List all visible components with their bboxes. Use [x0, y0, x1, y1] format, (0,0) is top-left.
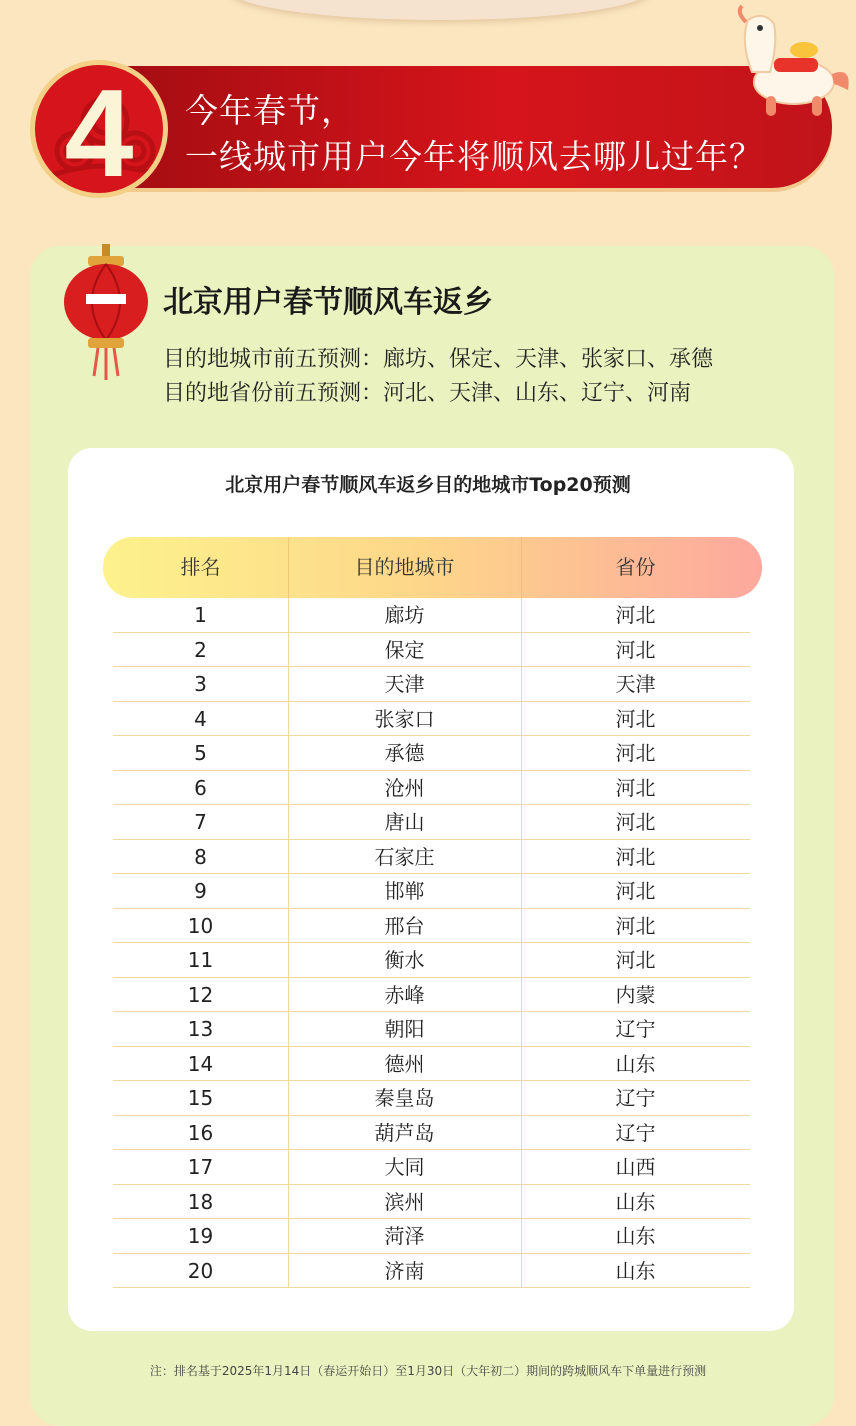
province-cell: 河北 — [615, 637, 656, 662]
rank-cell: 1 — [194, 603, 207, 627]
rank-cell: 16 — [187, 1120, 214, 1145]
city-cell: 葫芦岛 — [374, 1120, 435, 1145]
rank-cell: 7 — [194, 810, 207, 834]
table-row — [113, 874, 750, 909]
table-row — [113, 978, 750, 1013]
province-cell: 内蒙 — [615, 982, 656, 1007]
province-cell: 河北 — [615, 844, 656, 869]
province-cell: 河北 — [615, 741, 656, 765]
top-decor-arc — [230, 0, 650, 20]
table-row — [113, 1081, 750, 1116]
rank-cell: 12 — [187, 982, 214, 1007]
rank-cell: 18 — [187, 1189, 214, 1214]
rank-cell: 5 — [194, 741, 207, 765]
city-cell: 石家庄 — [374, 844, 435, 869]
header-city: 目的地城市 — [354, 555, 455, 579]
rank-cell: 3 — [194, 672, 207, 696]
table-row — [113, 736, 750, 771]
horse-mascot-icon — [712, 2, 856, 126]
province-cell: 山东 — [615, 1258, 656, 1283]
rank-cell: 10 — [187, 913, 214, 938]
table-row — [113, 909, 750, 944]
province-cell: 河北 — [615, 603, 656, 627]
header-rank: 排名 — [180, 555, 221, 579]
table-row — [113, 1150, 750, 1185]
section-title: 北京用户春节顺风车返乡 — [163, 285, 493, 320]
city-cell: 菏泽 — [384, 1224, 425, 1248]
table-row — [113, 1116, 750, 1151]
rank-cell: 15 — [187, 1086, 214, 1110]
city-cell: 赤峰 — [384, 982, 425, 1007]
footnote: 注：排名基于2025年1月14日（春运开始日）至1月30日（大年初二）期间的跨城顺风车下单量进行预测 — [149, 1364, 707, 1378]
city-cell: 天津 — [384, 672, 425, 696]
province-cell: 天津 — [615, 672, 656, 696]
province-top5-text: 目的地省份前五预测：河北、天津、山东、辽宁、河南 — [163, 381, 692, 406]
province-cell: 山东 — [615, 1189, 656, 1214]
city-cell: 大同 — [384, 1155, 425, 1179]
table-row — [113, 702, 750, 737]
rank-cell: 20 — [187, 1258, 214, 1283]
city-cell: 承德 — [384, 741, 425, 765]
table-header — [103, 537, 762, 598]
rank-cell: 14 — [187, 1051, 214, 1076]
city-cell: 廊坊 — [384, 603, 425, 627]
province-cell: 河北 — [615, 775, 656, 800]
province-cell: 河北 — [615, 879, 656, 903]
rank-cell: 13 — [187, 1017, 214, 1041]
city-cell: 张家口 — [374, 706, 435, 731]
banner-title — [185, 88, 763, 180]
summary — [163, 343, 713, 411]
province-cell: 辽宁 — [615, 1017, 656, 1041]
city-cell: 邯郸 — [384, 879, 425, 903]
city-cell: 邢台 — [384, 913, 425, 938]
section-number: 4 — [64, 65, 134, 198]
province-cell: 河北 — [615, 810, 656, 834]
table-row — [113, 1012, 750, 1047]
city-top5-text: 目的地城市前五预测：廊坊、保定、天津、张家口、承德 — [163, 347, 714, 372]
city-cell: 沧州 — [384, 775, 425, 800]
rank-cell: 8 — [194, 844, 207, 869]
rank-cell: 9 — [194, 879, 207, 903]
table-row — [113, 840, 750, 875]
city-cell: 衡水 — [384, 948, 425, 972]
rank-cell: 19 — [187, 1224, 214, 1248]
province-cell: 河北 — [615, 913, 656, 938]
rank-cell: 6 — [194, 775, 207, 800]
province-cell: 山东 — [615, 1224, 656, 1248]
rank-cell: 4 — [194, 706, 207, 731]
table-row — [113, 1219, 750, 1254]
city-cell: 秦皇岛 — [374, 1086, 435, 1110]
province-cell: 山西 — [615, 1155, 656, 1179]
table-title: 北京用户春节顺风车返乡目的地城市Top20预测 — [225, 474, 631, 496]
city-cell: 唐山 — [384, 810, 425, 834]
province-cell: 辽宁 — [615, 1086, 656, 1110]
province-cell: 河北 — [615, 948, 656, 972]
province-cell: 山东 — [615, 1051, 656, 1076]
table-body — [113, 598, 750, 1288]
table-row — [113, 943, 750, 978]
city-cell: 滨州 — [384, 1189, 425, 1214]
province-cell: 辽宁 — [615, 1120, 656, 1145]
city-cell: 德州 — [384, 1051, 425, 1076]
table-row — [113, 805, 750, 840]
rank-cell: 11 — [187, 948, 214, 972]
rank-cell: 2 — [194, 637, 207, 662]
city-cell: 济南 — [384, 1258, 425, 1283]
table-row — [113, 1254, 750, 1289]
table-row — [113, 598, 750, 633]
table-row — [113, 633, 750, 668]
banner-title-line2: 一线城市用户今年将顺风去哪儿过年？ — [185, 137, 763, 176]
province-cell: 河北 — [615, 706, 656, 731]
header-province: 省份 — [615, 555, 656, 579]
table-row — [113, 1185, 750, 1220]
banner-title-line1: 今年春节， — [185, 91, 355, 130]
city-cell: 朝阳 — [384, 1017, 425, 1041]
lantern-icon — [58, 244, 154, 384]
table-row — [113, 667, 750, 702]
table-row — [113, 1047, 750, 1082]
section-number-badge — [30, 60, 168, 198]
rank-cell: 17 — [187, 1155, 214, 1179]
city-cell: 保定 — [384, 637, 425, 662]
table-row — [113, 771, 750, 806]
